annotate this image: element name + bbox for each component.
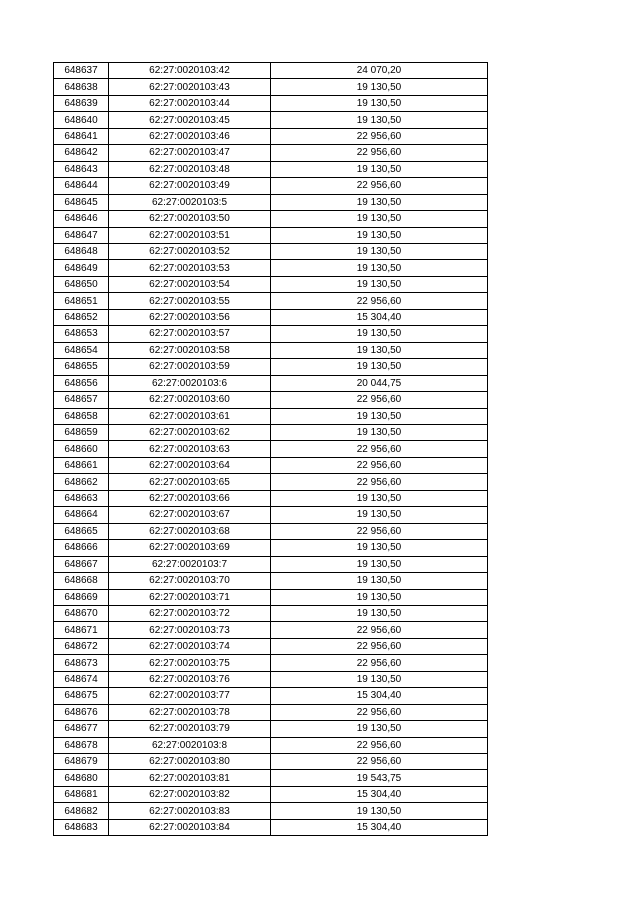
amount-cell: 19 130,50 — [271, 276, 488, 292]
table-row — [54, 507, 488, 523]
table-row — [54, 309, 488, 325]
amount-cell: 19 130,50 — [271, 359, 488, 375]
amount-cell: 19 130,50 — [271, 540, 488, 556]
cadastral-number-cell: 62:27:0020103:50 — [109, 211, 271, 227]
amount-cell: 22 956,60 — [271, 638, 488, 654]
row-number-cell: 648651 — [54, 293, 109, 309]
row-number-cell: 648644 — [54, 178, 109, 194]
row-number-cell: 648640 — [54, 112, 109, 128]
cadastral-number-cell: 62:27:0020103:47 — [109, 145, 271, 161]
row-number-cell: 648650 — [54, 276, 109, 292]
row-number-cell: 648643 — [54, 161, 109, 177]
row-number-cell: 648645 — [54, 194, 109, 210]
row-number-cell: 648661 — [54, 457, 109, 473]
cadastral-number-cell: 62:27:0020103:77 — [109, 688, 271, 704]
amount-cell: 19 130,50 — [271, 556, 488, 572]
row-number-cell: 648665 — [54, 523, 109, 539]
amount-cell: 22 956,60 — [271, 523, 488, 539]
row-number-cell: 648659 — [54, 424, 109, 440]
table-row — [54, 211, 488, 227]
cadastral-number-cell: 62:27:0020103:48 — [109, 161, 271, 177]
table-row — [54, 474, 488, 490]
cadastral-number-cell: 62:27:0020103:63 — [109, 441, 271, 457]
row-number-cell: 648681 — [54, 786, 109, 802]
row-number-cell: 648662 — [54, 474, 109, 490]
row-number-cell: 648637 — [54, 63, 109, 79]
cadastral-number-cell: 62:27:0020103:52 — [109, 243, 271, 259]
cadastral-number-cell: 62:27:0020103:71 — [109, 589, 271, 605]
table-row — [54, 161, 488, 177]
cadastral-number-cell: 62:27:0020103:64 — [109, 457, 271, 473]
cadastral-number-cell: 62:27:0020103:60 — [109, 392, 271, 408]
amount-cell: 19 130,50 — [271, 424, 488, 440]
row-number-cell: 648680 — [54, 770, 109, 786]
table-row — [54, 424, 488, 440]
table-row — [54, 671, 488, 687]
cadastral-number-cell: 62:27:0020103:55 — [109, 293, 271, 309]
row-number-cell: 648642 — [54, 145, 109, 161]
table-row — [54, 194, 488, 210]
amount-cell: 19 130,50 — [271, 211, 488, 227]
cadastral-number-cell: 62:27:0020103:58 — [109, 342, 271, 358]
cadastral-number-cell: 62:27:0020103:7 — [109, 556, 271, 572]
cadastral-number-cell: 62:27:0020103:57 — [109, 326, 271, 342]
table-row — [54, 243, 488, 259]
amount-cell: 19 130,50 — [271, 243, 488, 259]
amount-cell: 19 130,50 — [271, 803, 488, 819]
table-row — [54, 573, 488, 589]
row-number-cell: 648671 — [54, 622, 109, 638]
amount-cell: 19 130,50 — [271, 507, 488, 523]
amount-cell: 22 956,60 — [271, 704, 488, 720]
row-number-cell: 648674 — [54, 671, 109, 687]
data-table — [53, 62, 488, 836]
cadastral-number-cell: 62:27:0020103:68 — [109, 523, 271, 539]
amount-cell: 22 956,60 — [271, 441, 488, 457]
cadastral-number-cell: 62:27:0020103:56 — [109, 309, 271, 325]
cadastral-number-cell: 62:27:0020103:75 — [109, 655, 271, 671]
row-number-cell: 648679 — [54, 754, 109, 770]
amount-cell: 19 130,50 — [271, 408, 488, 424]
table-row — [54, 622, 488, 638]
row-number-cell: 648664 — [54, 507, 109, 523]
table-row — [54, 786, 488, 802]
table-row — [54, 754, 488, 770]
cadastral-number-cell: 62:27:0020103:82 — [109, 786, 271, 802]
table-row — [54, 737, 488, 753]
row-number-cell: 648669 — [54, 589, 109, 605]
cadastral-number-cell: 62:27:0020103:43 — [109, 79, 271, 95]
table-row — [54, 392, 488, 408]
table-row — [54, 63, 488, 79]
table-row — [54, 359, 488, 375]
cadastral-number-cell: 62:27:0020103:70 — [109, 573, 271, 589]
table-row — [54, 457, 488, 473]
cadastral-number-cell: 62:27:0020103:65 — [109, 474, 271, 490]
table-row — [54, 688, 488, 704]
amount-cell: 22 956,60 — [271, 622, 488, 638]
cadastral-number-cell: 62:27:0020103:66 — [109, 490, 271, 506]
table-row — [54, 342, 488, 358]
amount-cell: 15 304,40 — [271, 819, 488, 835]
row-number-cell: 648667 — [54, 556, 109, 572]
cadastral-number-cell: 62:27:0020103:45 — [109, 112, 271, 128]
table-row — [54, 260, 488, 276]
cadastral-number-cell: 62:27:0020103:62 — [109, 424, 271, 440]
table-row — [54, 293, 488, 309]
row-number-cell: 648639 — [54, 95, 109, 111]
amount-cell: 22 956,60 — [271, 293, 488, 309]
table-row — [54, 803, 488, 819]
data-table-body — [54, 63, 488, 836]
table-row — [54, 128, 488, 144]
row-number-cell: 648653 — [54, 326, 109, 342]
row-number-cell: 648676 — [54, 704, 109, 720]
row-number-cell: 648663 — [54, 490, 109, 506]
table-row — [54, 145, 488, 161]
row-number-cell: 648658 — [54, 408, 109, 424]
row-number-cell: 648641 — [54, 128, 109, 144]
row-number-cell: 648677 — [54, 721, 109, 737]
row-number-cell: 648672 — [54, 638, 109, 654]
cadastral-number-cell: 62:27:0020103:49 — [109, 178, 271, 194]
table-row — [54, 704, 488, 720]
row-number-cell: 648656 — [54, 375, 109, 391]
amount-cell: 15 304,40 — [271, 688, 488, 704]
cadastral-number-cell: 62:27:0020103:78 — [109, 704, 271, 720]
table-row — [54, 540, 488, 556]
row-number-cell: 648683 — [54, 819, 109, 835]
table-row — [54, 523, 488, 539]
cadastral-number-cell: 62:27:0020103:54 — [109, 276, 271, 292]
amount-cell: 19 130,50 — [271, 326, 488, 342]
cadastral-number-cell: 62:27:0020103:69 — [109, 540, 271, 556]
cadastral-number-cell: 62:27:0020103:73 — [109, 622, 271, 638]
row-number-cell: 648647 — [54, 227, 109, 243]
cadastral-number-cell: 62:27:0020103:53 — [109, 260, 271, 276]
row-number-cell: 648654 — [54, 342, 109, 358]
cadastral-number-cell: 62:27:0020103:72 — [109, 605, 271, 621]
cadastral-number-cell: 62:27:0020103:61 — [109, 408, 271, 424]
amount-cell: 19 130,50 — [271, 260, 488, 276]
table-row — [54, 408, 488, 424]
amount-cell: 19 130,50 — [271, 79, 488, 95]
amount-cell: 19 130,50 — [271, 95, 488, 111]
amount-cell: 19 130,50 — [271, 161, 488, 177]
amount-cell: 19 130,50 — [271, 342, 488, 358]
amount-cell: 22 956,60 — [271, 474, 488, 490]
table-row — [54, 490, 488, 506]
amount-cell: 19 130,50 — [271, 605, 488, 621]
amount-cell: 19 130,50 — [271, 227, 488, 243]
table-row — [54, 819, 488, 835]
row-number-cell: 648673 — [54, 655, 109, 671]
amount-cell: 22 956,60 — [271, 392, 488, 408]
amount-cell: 19 130,50 — [271, 671, 488, 687]
row-number-cell: 648652 — [54, 309, 109, 325]
table-row — [54, 556, 488, 572]
amount-cell: 22 956,60 — [271, 145, 488, 161]
cadastral-number-cell: 62:27:0020103:83 — [109, 803, 271, 819]
amount-cell: 22 956,60 — [271, 655, 488, 671]
amount-cell: 22 956,60 — [271, 457, 488, 473]
amount-cell: 20 044,75 — [271, 375, 488, 391]
amount-cell: 22 956,60 — [271, 754, 488, 770]
table-row — [54, 276, 488, 292]
cadastral-number-cell: 62:27:0020103:44 — [109, 95, 271, 111]
cadastral-number-cell: 62:27:0020103:79 — [109, 721, 271, 737]
amount-cell: 15 304,40 — [271, 309, 488, 325]
table-row — [54, 605, 488, 621]
cadastral-number-cell: 62:27:0020103:6 — [109, 375, 271, 391]
amount-cell: 19 130,50 — [271, 573, 488, 589]
amount-cell: 22 956,60 — [271, 128, 488, 144]
amount-cell: 22 956,60 — [271, 178, 488, 194]
table-row — [54, 770, 488, 786]
row-number-cell: 648675 — [54, 688, 109, 704]
row-number-cell: 648678 — [54, 737, 109, 753]
amount-cell: 19 130,50 — [271, 112, 488, 128]
amount-cell: 19 130,50 — [271, 589, 488, 605]
amount-cell: 24 070,20 — [271, 63, 488, 79]
table-row — [54, 589, 488, 605]
table-row — [54, 227, 488, 243]
cadastral-number-cell: 62:27:0020103:81 — [109, 770, 271, 786]
cadastral-number-cell: 62:27:0020103:76 — [109, 671, 271, 687]
amount-cell: 19 130,50 — [271, 490, 488, 506]
amount-cell: 19 130,50 — [271, 721, 488, 737]
table-row — [54, 655, 488, 671]
amount-cell: 19 543,75 — [271, 770, 488, 786]
cadastral-number-cell: 62:27:0020103:51 — [109, 227, 271, 243]
table-row — [54, 326, 488, 342]
row-number-cell: 648668 — [54, 573, 109, 589]
cadastral-number-cell: 62:27:0020103:8 — [109, 737, 271, 753]
cadastral-number-cell: 62:27:0020103:46 — [109, 128, 271, 144]
row-number-cell: 648646 — [54, 211, 109, 227]
cadastral-number-cell: 62:27:0020103:67 — [109, 507, 271, 523]
table-row — [54, 638, 488, 654]
table-row — [54, 178, 488, 194]
table-row — [54, 375, 488, 391]
table-row — [54, 112, 488, 128]
cadastral-number-cell: 62:27:0020103:42 — [109, 63, 271, 79]
row-number-cell: 648655 — [54, 359, 109, 375]
row-number-cell: 648666 — [54, 540, 109, 556]
row-number-cell: 648657 — [54, 392, 109, 408]
cadastral-number-cell: 62:27:0020103:80 — [109, 754, 271, 770]
row-number-cell: 648648 — [54, 243, 109, 259]
row-number-cell: 648649 — [54, 260, 109, 276]
table-row — [54, 95, 488, 111]
cadastral-number-cell: 62:27:0020103:5 — [109, 194, 271, 210]
row-number-cell: 648638 — [54, 79, 109, 95]
cadastral-number-cell: 62:27:0020103:59 — [109, 359, 271, 375]
cadastral-number-cell: 62:27:0020103:84 — [109, 819, 271, 835]
table-row — [54, 721, 488, 737]
amount-cell: 22 956,60 — [271, 737, 488, 753]
cadastral-number-cell: 62:27:0020103:74 — [109, 638, 271, 654]
table-row — [54, 441, 488, 457]
row-number-cell: 648660 — [54, 441, 109, 457]
row-number-cell: 648682 — [54, 803, 109, 819]
table-row — [54, 79, 488, 95]
row-number-cell: 648670 — [54, 605, 109, 621]
amount-cell: 19 130,50 — [271, 194, 488, 210]
amount-cell: 15 304,40 — [271, 786, 488, 802]
